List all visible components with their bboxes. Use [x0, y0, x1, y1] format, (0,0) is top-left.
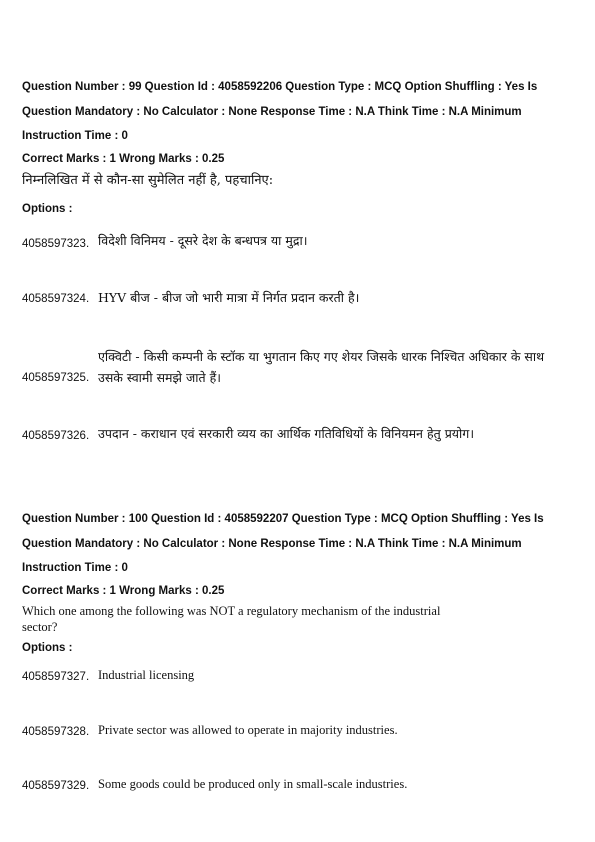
q100-meta: Question Number : 100 Question Id : 4058592207 Question Type : MCQ Option Shuffling : Yes Is Question Mandatory : No Calculator : None Response Time : N.A Think Time : N.A Minimum Instruction Time : 0	[22, 513, 544, 574]
option-id: 4058597327.	[22, 671, 90, 683]
option-text: Some goods could be produced only in small-scale industries.	[98, 777, 408, 791]
q100-marks: Correct Marks : 1 Wrong Marks : 0.25	[22, 585, 225, 597]
q99-marks: Correct Marks : 1 Wrong Marks : 0.25	[22, 153, 225, 165]
option-text: एक्विटी - किसी कम्पनी के स्टॉक या भुगतान किए गए शेयर जिसके धारक निश्चित अधिकार के साथ उसके स्वामी समझे जाते हैं।	[98, 349, 545, 385]
option-id: 4058597323.	[22, 238, 90, 250]
option-id: 4058597325.	[22, 372, 90, 384]
q100-options-label: Options :	[22, 642, 73, 654]
option-id: 4058597326.	[22, 430, 90, 442]
option-text: उपदान - कराधान एवं सरकारी व्यय का आर्थिक गतिविधियों के विनियमन हेतु प्रयोग।	[98, 426, 475, 441]
q100-question-text: Which one among the following was NOT a regulatory mechanism of the industrial sector?	[22, 604, 441, 634]
q99-question-text: निम्नलिखित में से कौन-सा सुमेलित नहीं है, पहचानिए:	[22, 173, 274, 188]
option-text: Private sector was allowed to operate in majority industries.	[98, 723, 398, 737]
q99-options-label: Options :	[22, 203, 73, 215]
q99-meta: Question Number : 99 Question Id : 4058592206 Question Type : MCQ Option Shuffling : Yes Is Question Mandatory : No Calculator : None Response Time : N.A Think Time : N.A Minimum Instruction Time : 0	[22, 81, 538, 142]
option-text: HYV बीज - बीज जो भारी मात्रा में निर्गत प्रदान करती है।	[98, 290, 360, 305]
option-id: 4058597324.	[22, 293, 90, 305]
option-text: विदेशी विनिमय - दूसरे देश के बन्धपत्र या मुद्रा।	[98, 233, 308, 248]
option-id: 4058597328.	[22, 726, 90, 738]
option-text: Industrial licensing	[98, 668, 195, 682]
option-id: 4058597329.	[22, 780, 90, 792]
